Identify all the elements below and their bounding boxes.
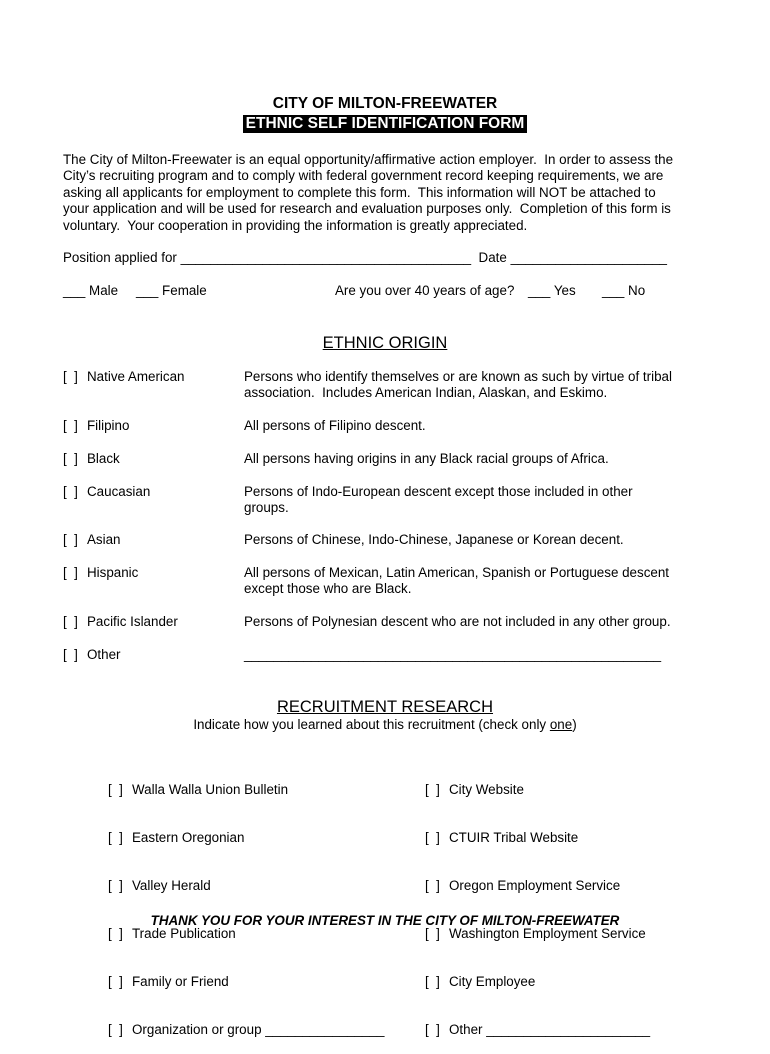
checkbox[interactable]: [ ] (425, 782, 440, 797)
ethnic-label: Other (87, 647, 121, 662)
option-label: Oregon Employment Service (449, 878, 621, 893)
description-line: groups. (244, 500, 289, 515)
intro-paragraph (63, 152, 708, 234)
ethnic-description (244, 418, 704, 434)
other-ethnicity-field[interactable] (244, 647, 704, 663)
ethnic-option-asian[interactable] (63, 532, 121, 548)
recruitment-option[interactable] (108, 830, 384, 846)
recruitment-option[interactable] (108, 782, 384, 798)
ethnic-origin-heading: ETHNIC ORIGIN (322, 334, 448, 352)
recruitment-option[interactable] (425, 878, 650, 894)
ethnic-label: Native American (87, 369, 185, 384)
instruction-text: ) (572, 717, 577, 732)
recruitment-option[interactable] (425, 782, 650, 798)
option-label: Eastern Oregonian (132, 830, 245, 845)
intro-line: City’s recruiting program and to comply with federal government record keeping requirements, we are (63, 168, 664, 184)
ethnic-option-native-american[interactable] (63, 369, 185, 385)
recruitment-option[interactable] (108, 1022, 384, 1038)
option-label: Organization or group ________________ (132, 1022, 385, 1037)
description-line: Persons of Indo-European descent except those included in other (244, 484, 633, 499)
ethnic-label: Caucasian (87, 484, 151, 499)
ethnic-label: Black (87, 451, 120, 466)
option-label: Trade Publication (132, 926, 236, 941)
position-row (63, 250, 667, 266)
option-label: City Employee (449, 974, 536, 989)
ethnic-option-caucasian[interactable] (63, 484, 150, 500)
position-label: Position applied for (63, 250, 177, 265)
recruitment-instruction (0, 717, 770, 733)
ethnic-label: Pacific Islander (87, 614, 178, 629)
checkbox[interactable]: [ ] (63, 484, 78, 499)
checkbox[interactable]: [ ] (63, 451, 78, 466)
checkbox[interactable]: [ ] (63, 565, 78, 580)
option-label: Walla Walla Union Bulletin (132, 782, 289, 797)
checkbox[interactable]: [ ] (108, 926, 123, 941)
ethnic-label: Asian (87, 532, 121, 547)
checkbox[interactable]: [ ] (63, 418, 78, 433)
ethnic-label: Hispanic (87, 565, 139, 580)
option-label: City Website (449, 782, 524, 797)
ethnic-description (244, 565, 704, 597)
instruction-emphasis: one (549, 717, 573, 732)
male-option[interactable]: ___ Male (63, 283, 119, 298)
recruitment-option[interactable] (425, 974, 650, 990)
ethnic-description (244, 369, 704, 401)
ethnic-description (244, 484, 704, 516)
option-label: Washington Employment Service (449, 926, 646, 941)
female-option[interactable]: ___ Female (136, 283, 207, 298)
ethnic-option-filipino[interactable] (63, 418, 129, 434)
option-label: CTUIR Tribal Website (449, 830, 579, 845)
recruitment-option[interactable] (108, 974, 384, 990)
recruitment-options-left (108, 750, 384, 1054)
ethnic-description (244, 451, 704, 467)
intro-line: voluntary. Your cooperation in providing the information is greatly appreciated. (63, 217, 528, 233)
recruitment-heading: RECRUITMENT RESEARCH (276, 698, 494, 716)
instruction-text: Indicate how you learned about this recruitment (check only (193, 717, 550, 732)
thank-you-footer: THANK YOU FOR YOUR INTEREST IN THE CITY OF MILTON-FREEWATER (150, 913, 620, 928)
checkbox[interactable]: [ ] (63, 647, 78, 662)
description-line: except those who are Black. (244, 581, 412, 596)
form-title-text: ETHNIC SELF IDENTIFICATION FORM (245, 115, 525, 132)
ethnic-description (244, 532, 704, 548)
ethnic-option-pacific-islander[interactable] (63, 614, 178, 630)
option-label: Other ______________________ (449, 1022, 651, 1037)
description-line: ________________________________________________________ (244, 647, 662, 662)
ethnic-description (244, 614, 704, 630)
ethnic-option-hispanic[interactable] (63, 565, 138, 581)
recruitment-option[interactable] (425, 1022, 650, 1038)
description-line: All persons of Mexican, Latin American, Spanish or Portuguese descent (244, 565, 670, 580)
description-line: Persons of Chinese, Indo-Chinese, Japanese or Korean decent. (244, 532, 624, 547)
checkbox[interactable]: [ ] (425, 830, 440, 845)
recruitment-option[interactable] (425, 830, 650, 846)
checkbox[interactable]: [ ] (108, 782, 123, 797)
ethnic-option-black[interactable] (63, 451, 120, 467)
recruitment-option[interactable] (108, 878, 384, 894)
checkbox[interactable]: [ ] (425, 974, 440, 989)
checkbox[interactable]: [ ] (63, 614, 78, 629)
intro-line: asking all applicants for employment to complete this form. This information will NOT be attached to (63, 184, 656, 200)
checkbox[interactable]: [ ] (108, 974, 123, 989)
description-line: Persons who identify themselves or are known as such by virtue of tribal (244, 369, 672, 384)
date-label: Date (478, 250, 507, 265)
intro-line: your application and will be used for research and evaluation purposes only. Completion of this form is (63, 201, 671, 217)
checkbox[interactable]: [ ] (63, 369, 78, 384)
option-label: Valley Herald (132, 878, 211, 893)
checkbox[interactable]: [ ] (63, 532, 78, 547)
checkbox[interactable]: [ ] (108, 1022, 123, 1037)
description-line: All persons having origins in any Black racial groups of Africa. (244, 451, 609, 466)
age-no-option[interactable]: ___ No (602, 283, 646, 298)
date-field[interactable]: _____________________ (510, 250, 667, 265)
ethnic-option-other[interactable] (63, 647, 121, 663)
recruitment-options-right (425, 750, 650, 1054)
age-yes-option[interactable]: ___ Yes (528, 283, 576, 298)
description-line: Persons of Polynesian descent who are not included in any other group. (244, 614, 671, 629)
option-label: Family or Friend (132, 974, 229, 989)
description-line: association. Includes American Indian, Alaskan, and Eskimo. (244, 385, 608, 400)
form-title (243, 115, 528, 133)
ethnic-label: Filipino (87, 418, 130, 433)
age-question: Are you over 40 years of age? (335, 283, 515, 298)
intro-line: The City of Milton-Freewater is an equal opportunity/affirmative action employer. In order to assess the (63, 152, 674, 167)
checkbox[interactable]: [ ] (108, 878, 123, 893)
description-line: All persons of Filipino descent. (244, 418, 426, 433)
city-title: CITY OF MILTON-FREEWATER (272, 95, 498, 112)
checkbox[interactable]: [ ] (425, 1022, 440, 1037)
position-field[interactable]: _______________________________________ (180, 250, 472, 265)
checkbox[interactable]: [ ] (108, 830, 123, 845)
checkbox[interactable]: [ ] (425, 878, 440, 893)
checkbox[interactable]: [ ] (425, 926, 440, 941)
form-title-banner (0, 115, 770, 133)
